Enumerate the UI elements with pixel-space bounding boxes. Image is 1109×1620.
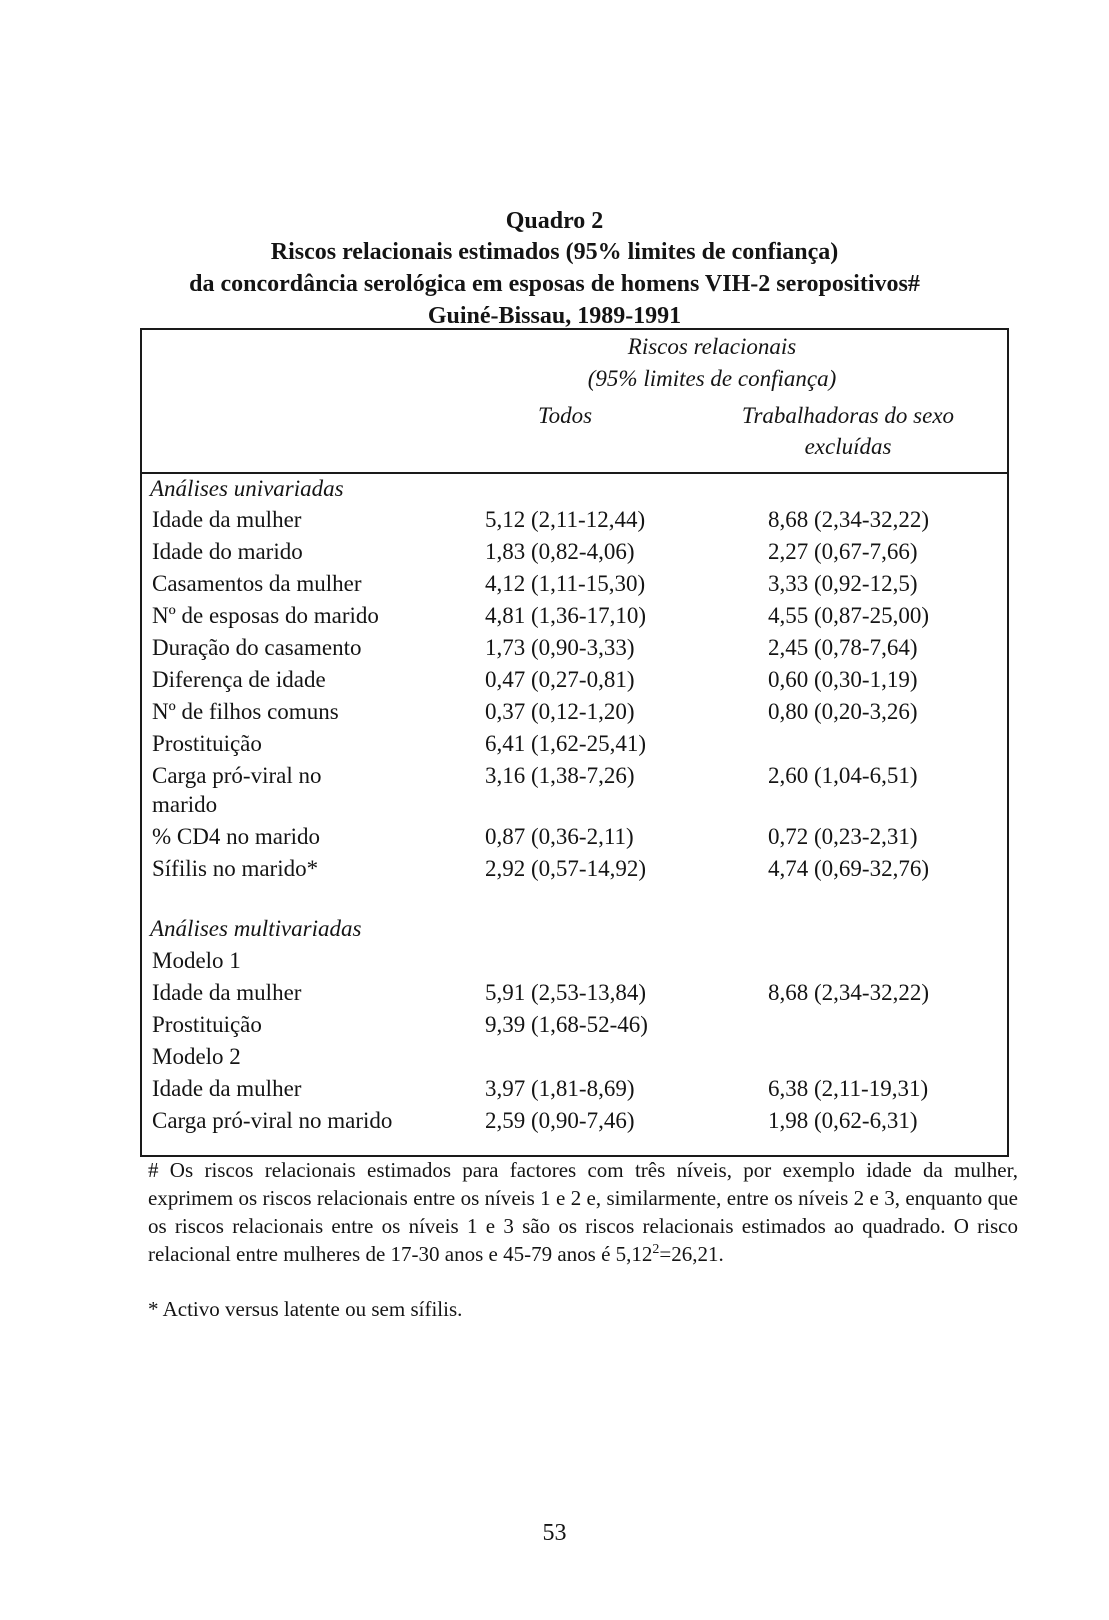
model-2-label: Modelo 2 [152,1044,241,1069]
row-excluded: 8,68 (2,34-32,22) [768,980,929,1005]
row-excluded: 0,60 (0,30-1,19) [768,667,918,692]
model-1-label: Modelo 1 [152,948,241,973]
header-group-line-1: Riscos relacionais [627,334,797,359]
row-todos: 3,16 (1,38-7,26) [485,763,635,788]
table-subtitle-line-3: Guiné-Bissau, 1989-1991 [427,303,682,329]
row-label: Idade da mulher [152,1076,302,1101]
row-todos: 0,47 (0,27-0,81) [485,667,635,692]
row-excluded: 3,33 (0,92-12,5) [768,571,918,596]
row-todos: 1,83 (0,82-4,06) [485,539,635,564]
row-todos: 1,73 (0,90-3,33) [485,635,635,660]
table-subtitle-line-2: da concordância serológica em esposas de homens VIH-2 seropositivos# [189,271,920,297]
header-col-todos: Todos [538,403,593,428]
row-label: Casamentos da mulher [152,571,362,596]
footnote-hash-tail: =26,21. [659,1242,724,1266]
row-todos: 2,92 (0,57-14,92) [485,856,646,881]
row-label: Idade do marido [152,539,303,564]
row-label: Prostituição [152,1012,262,1037]
row-todos: 0,37 (0,12-1,20) [485,699,635,724]
row-excluded: 4,74 (0,69-32,76) [768,856,929,881]
row-label: Sífilis no marido* [152,856,319,881]
row-label-continued: marido [152,792,218,817]
row-label: Diferença de idade [152,667,326,692]
row-label: Duração do casamento [152,635,362,660]
row-label: Nº de filhos comuns [152,699,339,724]
row-label: Idade da mulher [152,980,302,1005]
footnote-superscript: 2 [652,1242,660,1257]
row-todos: 6,41 (1,62-25,41) [485,731,646,756]
footnote-hash-text: # Os riscos relacionais estimados para factores com três níveis, por exemplo idade da mulher, exprimem os riscos relacionais entre os níveis 1 e 2 e, similarmente, entre os níveis 2 e 3, enquanto que os riscos relacionais entre os níveis 1 e 3 são os riscos relacionais estimados ao quadrado. O risco relacional entre mulheres de 17-30 anos e 45-79 anos é 5,12 [148,1158,1018,1266]
page-number: 53 [542,1520,567,1546]
row-excluded: 8,68 (2,34-32,22) [768,507,929,532]
row-excluded: 2,60 (1,04-6,51) [768,763,918,788]
row-label: Prostituição [152,731,262,756]
row-excluded: 6,38 (2,11-19,31) [768,1076,929,1101]
row-excluded: 2,45 (0,78-7,64) [768,635,918,660]
row-label: Carga pró-viral no [152,763,322,788]
row-label: Nº de esposas do marido [152,603,379,628]
row-excluded: 0,80 (0,20-3,26) [768,699,918,724]
header-group-line-2: (95% limites de confiança) [587,366,837,391]
header-col-excluded-line-2: excluídas [804,434,892,459]
footnote-star: * Activo versus latente ou sem sífilis. [148,1297,463,1321]
row-todos: 2,59 (0,90-7,46) [485,1108,635,1133]
footnote-hash [148,1156,1018,1268]
table-subtitle-line-1: Riscos relacionais estimados (95% limites de confiança) [270,239,839,265]
row-todos: 5,12 (2,11-12,44) [485,507,646,532]
row-excluded: 4,55 (0,87-25,00) [768,603,929,628]
row-label: % CD4 no marido [152,824,321,849]
row-label: Idade da mulher [152,507,302,532]
row-todos: 0,87 (0,36-2,11) [485,824,634,849]
risk-table [140,328,1009,1157]
row-excluded: 1,98 (0,62-6,31) [768,1108,918,1133]
header-col-excluded-line-1: Trabalhadoras do sexo [741,403,955,428]
row-todos: 4,12 (1,11-15,30) [485,571,646,596]
row-todos: 4,81 (1,36-17,10) [485,603,646,628]
row-excluded: 2,27 (0,67-7,66) [768,539,918,564]
row-label: Carga pró-viral no marido [152,1108,393,1133]
row-todos: 9,39 (1,68-52-46) [485,1012,648,1037]
row-todos: 3,97 (1,81-8,69) [485,1076,635,1101]
section-multivariate: Análises multivariadas [150,916,362,941]
table-title: Quadro 2 [505,208,604,234]
section-univariate: Análises univariadas [150,476,344,501]
row-todos: 5,91 (2,53-13,84) [485,980,646,1005]
row-excluded: 0,72 (0,23-2,31) [768,824,918,849]
